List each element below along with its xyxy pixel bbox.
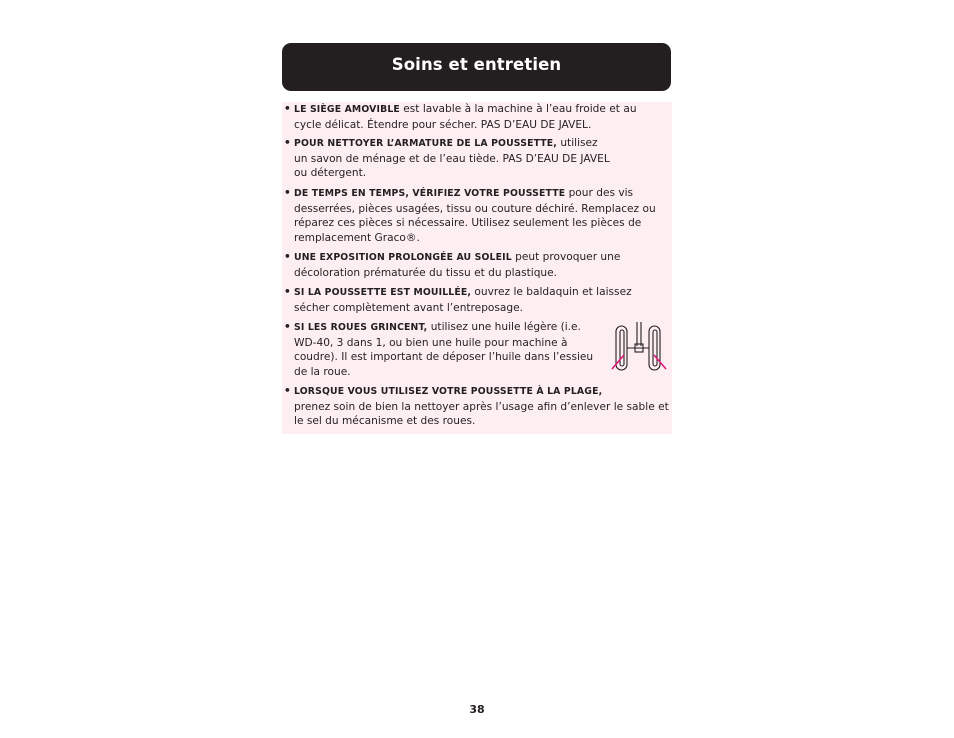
bullet-dot: • <box>284 187 291 199</box>
section-header <box>282 43 671 91</box>
list-item: • DE TEMPS EN TEMPS, VÉRIFIEZ VOTRE POUSSETTE pour des vis desserrées, pièces usagées, tissu ou couture déchiré. Remplacez ou réparez ces pièces si nécessaire. Utilisez seulement les pièces de remplacement Graco®. <box>284 187 656 244</box>
page-number: 38 <box>469 703 485 716</box>
page-title: Soins et entretien <box>391 55 562 74</box>
list-item: • LE SIÈGE AMOVIBLE est lavable à la machine à l’eau froide et au cycle délicat. Étendre pour sécher. PAS D’EAU DE JAVEL. <box>284 103 637 131</box>
list-item: • SI LES ROUES GRINCENT, utilisez une huile légère (i.e. WD-40, 3 dans 1, ou bien une huile pour machine à coudre). Il est important de déposer l’huile dans l’essieu de la roue. <box>284 321 594 378</box>
list-item: • SI LA POUSSETTE EST MOUILLÉE, ouvrez le baldaquin et laissez sécher complètement avant l’entreposage. <box>284 286 632 314</box>
list-item: • POUR NETTOYER L’ARMATURE DE LA POUSSETTE, utilisez un savon de ménage et de l’eau tiède. PAS D’EAU DE JAVEL ou détergent. <box>284 137 610 180</box>
bullet-dot: • <box>284 321 291 333</box>
care-instructions-panel <box>282 102 672 434</box>
bullet-dot: • <box>284 137 291 149</box>
bullet-dot: • <box>284 385 291 397</box>
stroller-wheels-icon <box>611 322 667 374</box>
bullet-dot: • <box>284 103 291 115</box>
list-item: • UNE EXPOSITION PROLONGÉE AU SOLEIL peut provoquer une décoloration prématurée du tissu et du plastique. <box>284 251 621 279</box>
list-item: • LORSQUE VOUS UTILISEZ VOTRE POUSSETTE À LA PLAGE, prenez soin de bien la nettoyer après l’usage afin d’enlever le sable et le sel du mécanisme et des roues. <box>284 385 669 428</box>
bullet-dot: • <box>284 251 291 263</box>
bullet-dot: • <box>284 286 291 298</box>
